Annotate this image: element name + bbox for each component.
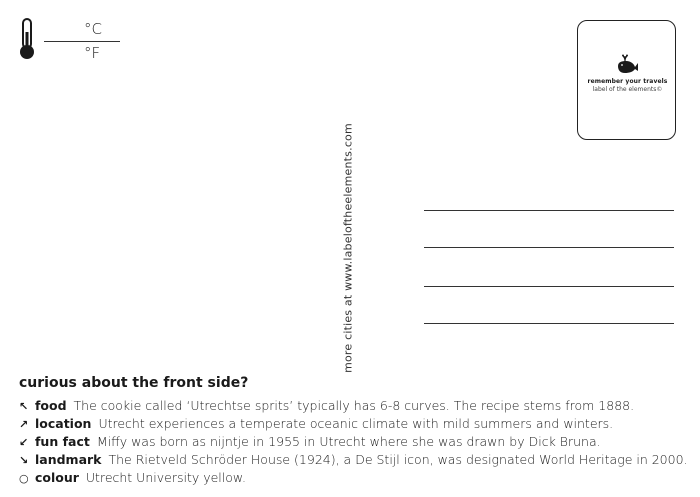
- thermometer-icon: [18, 18, 36, 60]
- facts-list: [19, 397, 688, 487]
- temperature-box: [18, 18, 108, 63]
- celsius-label: °C: [84, 20, 102, 38]
- fact-item-landmark: [19, 451, 688, 469]
- arrow-down-left-icon: ↙: [19, 436, 29, 449]
- fact-item-location: [19, 415, 688, 433]
- address-line: [424, 210, 674, 211]
- fact-label: location: [34, 416, 92, 431]
- arrow-up-left-icon: ↖: [19, 400, 29, 413]
- fact-item-colour: [19, 469, 688, 487]
- stamp-subtitle: label of the elements©: [592, 86, 663, 93]
- fact-item-food: [19, 397, 688, 415]
- fact-label: fun fact: [34, 434, 90, 449]
- fact-label: food: [34, 398, 67, 413]
- arrow-down-right-icon: ↘: [19, 454, 29, 467]
- facts-heading: curious about the front side?: [19, 375, 249, 391]
- temperature-divider: [44, 41, 120, 42]
- fahrenheit-label: °F: [84, 44, 101, 62]
- stamp-box: [577, 20, 676, 140]
- address-line: [424, 286, 674, 287]
- fact-item-fun-fact: [19, 433, 688, 451]
- fact-label: landmark: [34, 452, 102, 467]
- website-vertical-text: more cities at www.labeloftheelements.com: [341, 123, 355, 373]
- address-line: [424, 247, 674, 248]
- address-line: [424, 323, 674, 324]
- fact-label: colour: [34, 470, 79, 485]
- arrow-up-right-icon: ↗: [19, 418, 29, 431]
- fact-text: The Rietveld Schröder House (1924), a De Stijl icon, was designated World Heritage in 2000.: [108, 452, 688, 467]
- fact-text: Utrecht University yellow.: [85, 470, 246, 485]
- circle-icon: ○: [19, 472, 29, 485]
- fact-text: Miffy was born as nijntje in 1955 in Utrecht where she was drawn by Dick Bruna.: [96, 434, 601, 449]
- fact-text: The cookie called ‘Utrechtse sprits’ typically has 6-8 curves. The recipe stems from 1888.: [73, 398, 635, 413]
- fact-text: Utrecht experiences a temperate oceanic climate with mild summers and winters.: [98, 416, 614, 431]
- whale-icon: [616, 53, 640, 75]
- stamp-title: remember your travels: [587, 78, 668, 85]
